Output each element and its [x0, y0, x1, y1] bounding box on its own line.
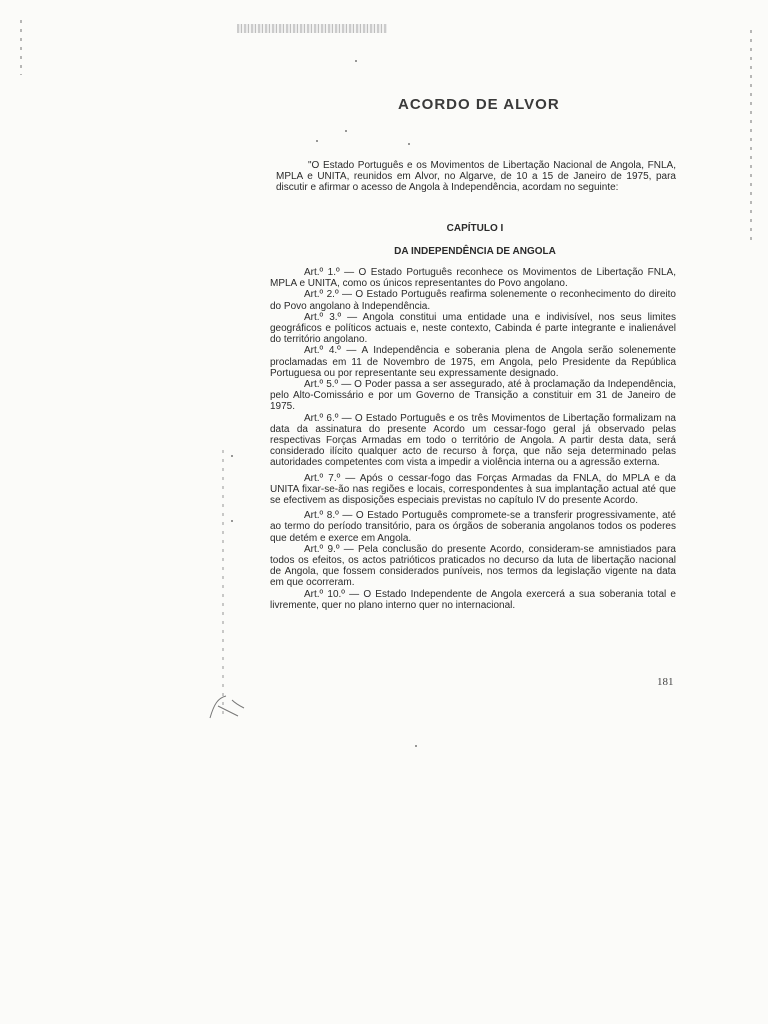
scan-speck [415, 745, 417, 747]
article-3: Art.º 3.º — Angola constitui uma entidade una e indivisível, nos seus limites geográficos e políticos actuais e, neste contexto, Cabinda é parte integrante e inalienável do território angolano. [270, 311, 676, 346]
chapter-title: DA INDEPENDÊNCIA DE ANGOLA [394, 246, 556, 257]
chapter-number: CAPÍTULO I [446, 223, 504, 234]
scan-artifact-streak [237, 24, 387, 33]
scan-edge-left [20, 20, 22, 75]
article-9: Art.º 9.º — Pela conclusão do presente Acordo, consideram-se amnistiados para todos os efeitos, os actos patrióticos praticados no decurso da luta de libertação nacional de Angola, que fossem considerados puníveis, nos termos da legislação vigente na data em que ocorreram. [270, 543, 676, 589]
article-5: Art.º 5.º — O Poder passa a ser assegurado, até à proclamação da Independência, pelo Alto-Comissário e por um Governo de Transição a constituir em 31 de Janeiro de 1975. [270, 379, 676, 413]
articles-list [270, 267, 676, 611]
article-2: Art.º 2.º — O Estado Português reafirma solenemente o reconhecimento do direito do Povo angolano à Independência. [270, 289, 676, 312]
intro-paragraph: "O Estado Português e os Movimentos de Libertação Nacional de Angola, FNLA, MPLA e UNITA, reunidos em Alvor, no Algarve, de 10 a 15 de Janeiro de 1975, para discutir e afirmar o acesso de Angola à Independência, acordam no seguinte: [276, 160, 676, 194]
scan-mark [208, 690, 248, 720]
scan-speck [231, 455, 233, 457]
scan-speck [231, 520, 233, 522]
article-4: Art.º 4.º — A Independência e soberania plena de Angola serão solenemente proclamadas em 11 de Novembro de 1975, em Angola, pelo Presidente da República Portuguesa ou por representante seu expressamente designado. [270, 345, 676, 379]
article-10: Art.º 10.º — O Estado Independente de Angola exercerá a sua soberania total e livremente, quer no plano interno quer no internacional. [270, 588, 676, 611]
scan-speck [345, 130, 347, 132]
document-title: ACORDO DE ALVOR [398, 96, 560, 113]
scan-edge-right [750, 30, 752, 240]
page-number: 181 [657, 676, 674, 688]
article-7: Art.º 7.º — Após o cessar-fogo das Forças Armadas da FNLA, do MPLA e da UNITA fixar-se-ão nas regiões e locais, correspondentes à sua implantação actual até que se efectivem as disposições especiais previstas no capítulo IV do presente Acordo. [270, 472, 676, 507]
article-8: Art.º 8.º — O Estado Português compromete-se a transferir progressivamente, até ao termo do período transitório, para os órgãos de soberania angolanos todos os poderes que detém e exerce em Angola. [270, 510, 676, 544]
scan-speck [408, 143, 410, 145]
scan-speck [355, 60, 357, 62]
article-1: Art.º 1.º — O Estado Português reconhece os Movimentos de Libertação FNLA, MPLA e UNITA, como os únicos representantes do Povo angolano. [270, 267, 676, 290]
scan-edge-left-lower [222, 450, 224, 720]
article-6: Art.º 6.º — O Estado Português e os três Movimentos de Libertação formalizam na data da assinatura do presente Acordo um cessar-fogo geral já observado pelas respectivas Forças Armadas em todo o território de Angola. A partir desta data, será considerado ilícito qualquer acto de recurso à força, que não seja determinado pelas autoridades competentes com vista a impedir a violência interna ou a agressão externa. [270, 412, 676, 469]
scan-speck [316, 140, 318, 142]
